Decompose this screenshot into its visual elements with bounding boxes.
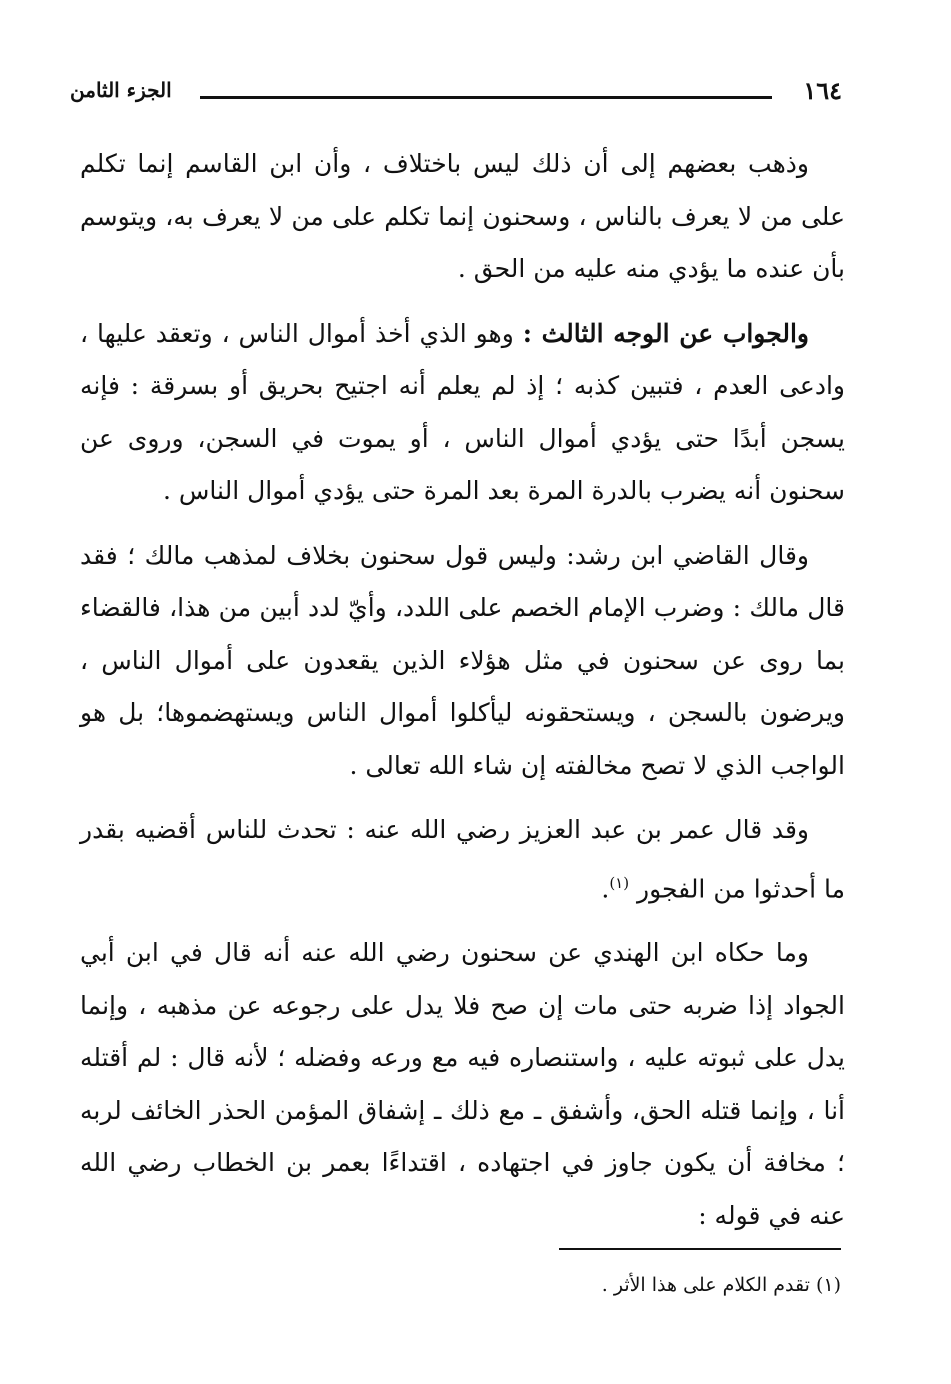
- page-number: ١٦٤: [803, 76, 842, 105]
- footnote-reference: (١): [609, 873, 630, 892]
- paragraph-5: وما حكاه ابن الهندي عن سحنون رضي الله عنه أنه قال في ابن أبي الجواد إذا ضربه حتى مات إن صح فلا يدل على رجوعه عن مذهبه ، وإنما يدل على ثبوته عليه ، واستنصاره فيه مع ورعه وفضله ؛ لأنه قال : لم أقتله أنا ، وإنما قتله الحق، وأشفق ـ مع ذلك ـ إشفاق المؤمن الحذر الخائف لربه ؛ مخافة أن يكون جاوز في اجتهاده ، اقتداءًا بعمر بن الخطاب رضي الله عنه في قوله :: [80, 938, 845, 1230]
- page-header: [70, 72, 842, 112]
- paragraph-2-lead: والجواب عن الوجه الثالث :: [522, 318, 809, 348]
- paragraph-2: [80, 308, 845, 518]
- header-rule: [200, 96, 772, 99]
- paragraph-4: [80, 804, 845, 915]
- paragraph-1: وذهب بعضهم إلى أن ذلك ليس باختلاف ، وأن ابن القاسم إنما تكلم على من لا يعرف بالناس ، وسحنون إنما تكلم على من لا يعرف به، ويتوسم بأن عنده ما يؤدي منه عليه من الحق .: [80, 149, 845, 283]
- body-text: [80, 138, 845, 1254]
- footnote: (١) تقدم الكلام على هذا الأثر .: [601, 1274, 841, 1296]
- paragraph-3: وقال القاضي ابن رشد: وليس قول سحنون بخلاف لمذهب مالك ؛ فقد قال مالك : وضرب الإمام الخصم على اللدد، وأيّ لدد أبين من هذا، فالقضاء بما روى عن سحنون في مثل هؤلاء الذين يقعدون على أموال الناس ، ويرضون بالسجن ، ويستحقونه ليأكلوا أموال الناس ويستهضموها؛ بل هو الواجب الذي لا تصح مخالفته إن شاء الله تعالى .: [80, 540, 845, 780]
- footnote-rule: [559, 1248, 841, 1250]
- paragraph-4-body: وقد قال عمر بن عبد العزيز رضي الله عنه : تحدث للناس أقضيه بقدر ما أحدثوا من الفجور: [80, 815, 845, 903]
- paragraph-4-end: .: [601, 873, 610, 903]
- running-title: الجزء الثامن: [70, 78, 172, 102]
- paragraph-2-body: وهو الذي أخذ أموال الناس ، وتعقد عليها ، وادعى العدم ، فتبين كذبه ؛ إذ لم يعلم أنه اجتيح بحريق أو بسرقة : فإنه يسجن أبدًا حتى يؤدي أموال الناس ، أو يموت في السجن، وروى عن سحنون أنه يضرب بالدرة المرة بعد المرة حتى يؤدي أموال الناس .: [80, 318, 845, 505]
